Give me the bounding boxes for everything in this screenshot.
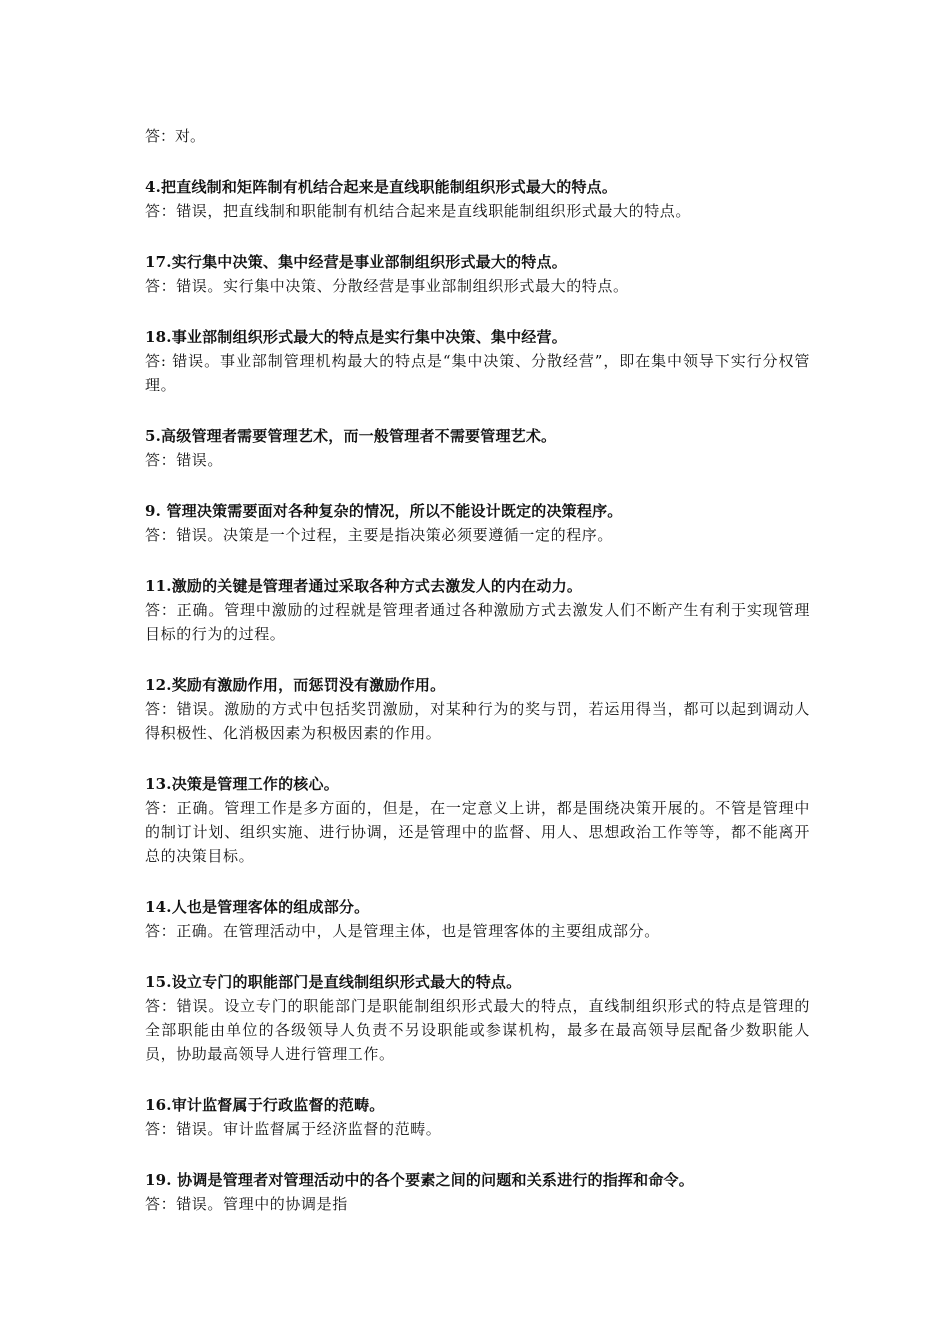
answer: 答：错误。决策是一个过程，主要是指决策必须要遵循一定的程序。 <box>145 526 614 544</box>
question: 16.审计监督属于行政监督的范畴。 <box>145 1096 385 1114</box>
answer: 答：正确。管理中激励的过程就是管理者通过各种激励方式去激发人们不断产生有利于实现管理目标的行为的过程。 <box>145 601 810 643</box>
answer: 答：错误。激励的方式中包括奖罚激励，对某种行为的奖与罚，若运用得当，都可以起到调动人得积极性、化消极因素为积极因素的作用。 <box>145 700 810 742</box>
question: 14.人也是管理客体的组成部分。 <box>145 898 370 916</box>
answer: 答：错误。审计监督属于经济监督的范畴。 <box>145 1120 442 1138</box>
question: 19. 协调是管理者对管理活动中的各个要素之间的问题和关系进行的指挥和命令。 <box>145 1171 694 1189</box>
question: 9. 管理决策需要面对各种复杂的情况，所以不能设计既定的决策程序。 <box>145 502 623 520</box>
qa-item <box>145 175 810 223</box>
question: 12.奖励有激励作用，而惩罚没有激励作用。 <box>145 676 446 694</box>
qa-item <box>145 574 810 646</box>
question: 18.事业部制组织形式最大的特点是实行集中决策、集中经营。 <box>145 328 567 346</box>
qa-item <box>145 673 810 745</box>
document-page <box>145 124 810 1216</box>
qa-item <box>145 895 810 943</box>
answer: 答：错误，把直线制和职能制有机结合起来是直线职能制组织形式最大的特点。 <box>145 202 692 220</box>
question: 11.激励的关键是管理者通过采取各种方式去激发人的内在动力。 <box>145 577 583 595</box>
qa-item <box>145 1168 810 1216</box>
lead-answer: 答：对。 <box>145 127 206 145</box>
qa-item <box>145 772 810 868</box>
qa-item <box>145 1093 810 1141</box>
answer: 答: 错误。事业部制管理机构最大的特点是“集中决策、分散经营”，即在集中领导下实行分权管理。 <box>145 352 810 394</box>
qa-item <box>145 424 810 472</box>
answer: 答：错误。设立专门的职能部门是职能制组织形式最大的特点，直线制组织形式的特点是管理的全部职能由单位的各级领导人负责不另设职能或参谋机构，最多在最高领导层配备少数职能人员，协助最高领导人进行管理工作。 <box>145 997 810 1063</box>
question: 4.把直线制和矩阵制有机结合起来是直线职能制组织形式最大的特点。 <box>145 178 618 196</box>
qa-item <box>145 970 810 1066</box>
question: 5.高级管理者需要管理艺术，而一般管理者不需要管理艺术。 <box>145 427 557 445</box>
qa-item <box>145 325 810 397</box>
qa-item <box>145 499 810 547</box>
question: 17.实行集中决策、集中经营是事业部制组织形式最大的特点。 <box>145 253 567 271</box>
answer: 答：错误。 <box>145 451 224 469</box>
qa-item <box>145 250 810 298</box>
question: 15.设立专门的职能部门是直线制组织形式最大的特点。 <box>145 973 522 991</box>
answer: 答：错误。实行集中决策、分散经营是事业部制组织形式最大的特点。 <box>145 277 629 295</box>
answer: 答：正确。在管理活动中，人是管理主体，也是管理客体的主要组成部分。 <box>145 922 660 940</box>
answer: 答：错误。管理中的协调是指 <box>145 1195 348 1213</box>
question: 13.决策是管理工作的核心。 <box>145 775 339 793</box>
answer: 答：正确。管理工作是多方面的，但是，在一定意义上讲，都是围绕决策开展的。不管是管理中的制订计划、组织实施、进行协调，还是管理中的监督、用人、思想政治工作等等，都不能离开总的决策目标。 <box>145 799 810 865</box>
